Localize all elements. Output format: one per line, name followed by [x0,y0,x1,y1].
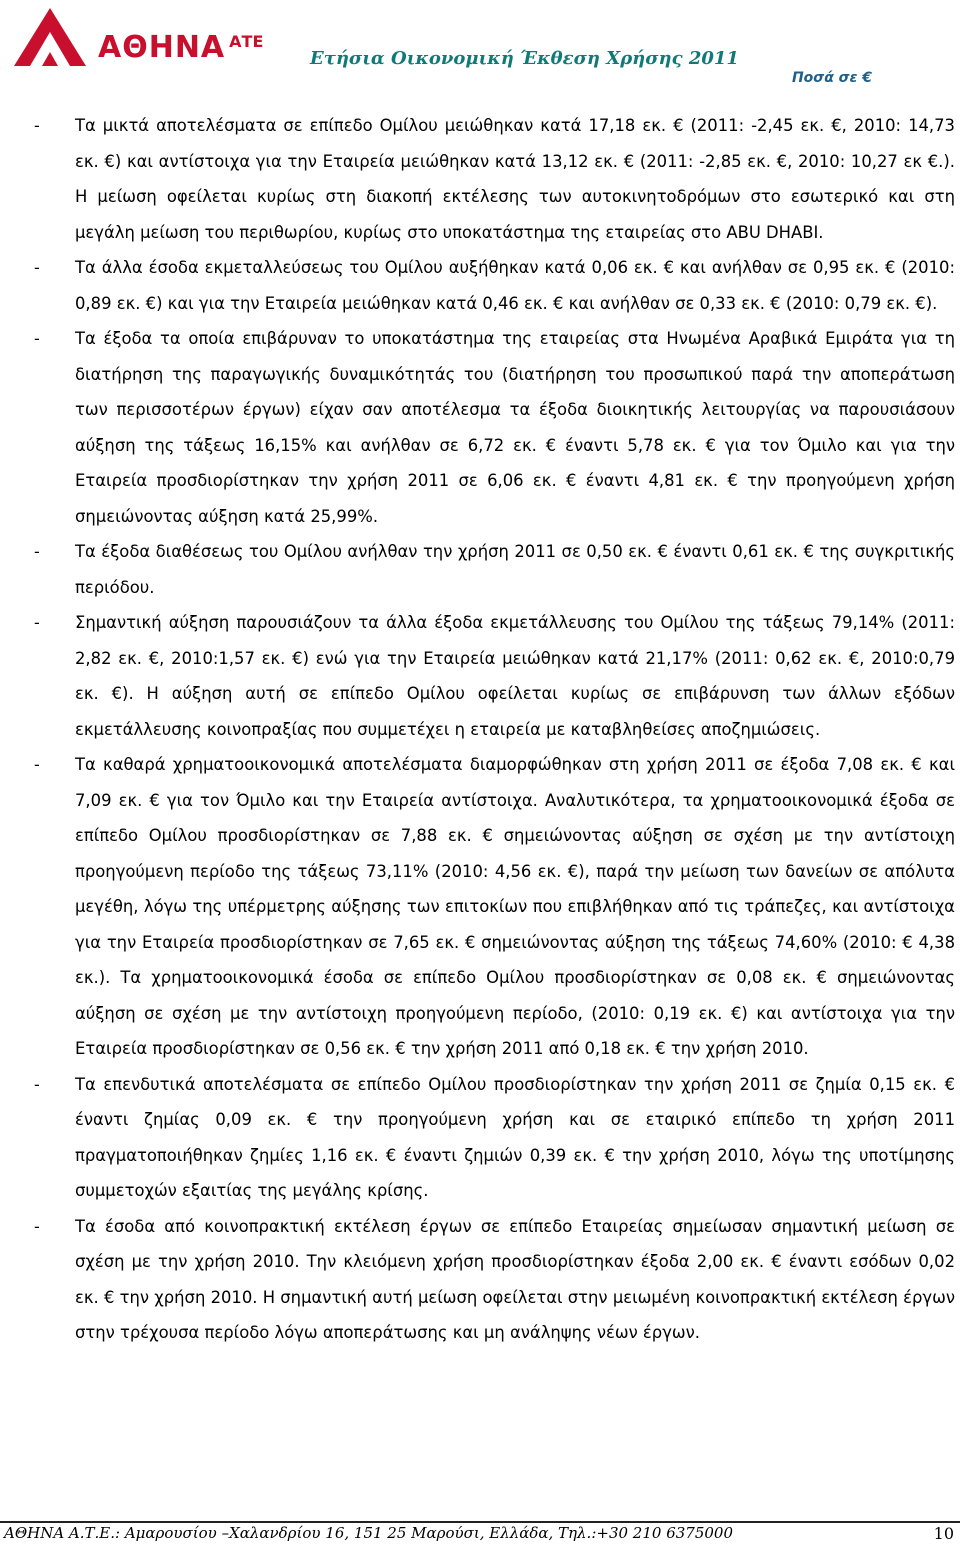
page-header [0,0,960,100]
bullet-dash: - [34,329,40,348]
bullet-dash: - [34,1216,40,1236]
paragraph-text: Τα έξοδα διαθέσεως του Ομίλου ανήλθαν την χρήση 2011 σε 0,50 εκ. € έναντι 0,61 εκ. € της συγκριτικής περιόδου. [75,542,955,597]
paragraph-text: Τα μικτά αποτελέσματα σε επίπεδο Ομίλου μειώθηκαν κατά 17,18 εκ. € (2011: -2,45 εκ. €, 2010: 14,73 εκ. €) και αντίστοιχα για την Εταιρεία μειώθηκαν κατά 13,12 εκ. € (2011: -2,85 εκ. €, 2010: 10,27 εκ €.). Η μείωση οφείλεται κυρίως στη διακοπή εκτέλεσης των αυτοκινητοδρόμων στο εσωτερικό και στη μεγάλη μείωση του περιθωρίου, κυρίως στο υποκατάστημα της εταιρείας στο ABU DHABI. [75,116,955,242]
list-item [34,1209,955,1351]
bullet-dash: - [34,258,40,277]
list-item [34,250,955,321]
paragraph-text: Τα έξοδα τα οποία επιβάρυναν το υποκατάστημα της εταιρείας στα Ηνωμένα Αραβικά Εμιράτα για τη διατήρηση της παραγωγικής δυναμικότητάς του (διατήρηση του προσωπικού παρά την αποπεράτωση των περισσοτέρων έργων) είχαν σαν αποτέλεσμα τα έξοδα διοικητικής λειτουργίας να παρουσιάσουν αύξηση της τάξεως 16,15% και ανήλθαν σε 6,72 εκ. € έναντι 5,78 εκ. € για τον Όμιλο και για την Εταιρεία προσδιορίστηκαν την χρήση 2011 σε 6,06 εκ. € έναντι 4,81 εκ. € την προηγούμενη χρήση σημειώνοντας αύξηση κατά 25,99%. [75,329,955,526]
list-item [34,534,955,605]
amounts-currency-note: Ποσά σε € [791,70,872,86]
bullet-dash: - [34,1074,40,1094]
list-item [34,605,955,747]
page-number: 10 [933,1524,954,1543]
logo-wordmark: ΑΘΗΝΑ $^{ATE}$ [98,30,264,65]
list-item [34,747,955,1067]
paragraph-text: Σημαντική αύξηση παρουσιάζουν τα άλλα έξοδα εκμετάλλευσης του Ομίλου της τάξεως 79,14% (2011: 2,82 εκ. €, 2010:1,57 εκ. €) ενώ για την Εταιρεία μειώθηκαν κατά 21,17% (2011: 0,62 εκ. €, 2010:0,79 εκ. €). Η αύξηση αυτή σε επίπεδο Ομίλου οφείλεται κυρίως σε επιβάρυνση των άλλων εξόδων εκμετάλλευσης κοινοπραξίας που συμμετέχει η εταιρεία με καταβληθείσες αποζημιώσεις. [75,613,955,739]
list-item [34,1067,955,1209]
footer-divider [0,1521,960,1523]
paragraph-text: Τα έσοδα από κοινοπρακτική εκτέλεση έργων σε επίπεδο Εταιρείας σημείωσαν σημαντική μείωση σε σχέση με την χρήση 2010. Την κλειόμενη χρήση προσδιορίστηκαν έξοδα 2,00 εκ. € έναντι εσόδων 0,02 εκ. € την χρήση 2010. Η σημαντική αυτή μείωση οφείλεται στην μειωμένη κοινοπρακτική εκτέλεση έργων στην τρέχουσα περίοδο λόγω αποπεράτωσης και μη ανάληψης νέων έργων. [75,1216,955,1342]
paragraph-text: Τα άλλα έσοδα εκμεταλλεύσεως του Ομίλου αυξήθηκαν κατά 0,06 εκ. € και ανήλθαν σε 0,95 εκ. € (2010: 0,89 εκ. €) και για την Εταιρεία μειώθηκαν κατά 0,46 εκ. € και ανήλθαν σε 0,33 εκ. € (2010: 0,79 εκ. €). [75,258,955,313]
bullet-dash: - [34,755,40,774]
bullet-dash: - [34,613,40,632]
footer-address: ΑΘΗΝΑ Α.Τ.Ε.: Αμαρουσίου –Χαλανδρίου 16, 151 25 Μαρούσι, Ελλάδα, Τηλ.:+30 210 6375000 [4,1524,734,1542]
company-logo [12,4,264,70]
bullet-dash: - [34,542,40,561]
bullet-dash: - [34,116,40,135]
document-body [34,108,955,1351]
list-item [34,108,955,250]
list-item [34,321,955,534]
paragraph-text: Τα επενδυτικά αποτελέσματα σε επίπεδο Ομίλου προσδιορίστηκαν την χρήση 2011 σε ζημία 0,15 εκ. € έναντι ζημίας 0,09 εκ. € την προηγούμενη χρήση και σε εταιρικό επίπεδο τη χρήση 2011 πραγματοποιήθηκαν ζημίες 1,16 εκ. € έναντι ζημιών 0,39 εκ. € την χρήση 2010, λόγω της υποτίμησης συμμετοχών εξαιτίας της μεγάλης κρίσης. [75,1074,955,1200]
logo-suffix: ΑΤΕ [229,32,264,51]
paragraph-text: Τα καθαρά χρηματοοικονομικά αποτελέσματα διαμορφώθηκαν στη χρήση 2011 σε έξοδα 7,08 εκ. € και 7,09 εκ. € για τον Όμιλο και την Εταιρεία αντίστοιχα. Αναλυτικότερα, τα χρηματοοικονομικά έξοδα σε επίπεδο Ομίλου προσδιορίστηκαν σε 7,88 εκ. € σημειώνοντας αύξηση σε σχέση με την αντίστοιχη προηγούμενη περίοδο της τάξεως 73,11% (2010: 4,56 εκ. €), παρά την μείωση των δανείων σε απόλυτα μεγέθη, λόγω της υπέρμετρης αύξησης των επιτοκίων που επιβλήθηκαν από τις τράπεζες, και αντίστοιχα για την Εταιρεία προσδιορίστηκαν σε 7,65 εκ. € σημειώνοντας αύξηση της τάξεως 74,60% (2010: € 4,38 εκ.). Τα χρηματοοικονομικά έσοδα σε επίπεδο Ομίλου προσδιορίστηκαν σε 0,08 εκ. € σημειώνοντας αύξηση σε σχέση με την αντίστοιχη προηγούμενη περίοδο, (2010: 0,19 εκ. €) και αντίστοιχα για την Εταιρεία προσδιορίστηκαν σε 0,56 εκ. € την χρήση 2011 από 0,18 εκ. € την χρήση 2010. [75,755,955,1058]
report-title: Ετήσια Οικονομική Έκθεση Χρήσης 2011 [310,48,739,69]
